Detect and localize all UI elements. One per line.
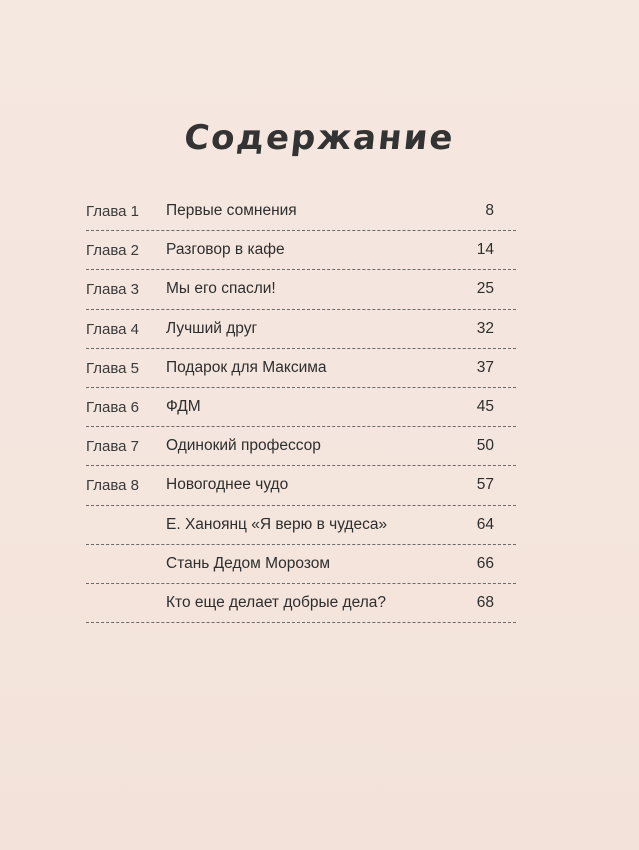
toc-chapter-label: Глава 5 [86,359,140,377]
toc-row [86,545,516,584]
toc-chapter-label: Глава 8 [86,477,140,495]
toc-page-number: 37 [476,358,494,376]
toc-entry-title: Мы его спасли! [166,280,276,298]
table-of-contents [86,192,516,623]
toc-entry-title: Одинокий профессор [166,437,321,455]
toc-entry-title: Кто еще делает добрые дела? [166,593,386,611]
toc-row [86,466,516,505]
toc-page-number: 68 [476,593,494,611]
toc-row [86,388,516,427]
toc-entry-title: Подарок для Максима [166,358,327,376]
toc-entry-title: Лучший друг [166,319,258,337]
toc-page-number: 57 [476,476,494,494]
toc-entry-title: Первые сомнения [166,202,297,219]
toc-chapter-label: Глава 1 [86,203,140,220]
page-title: Содержание [182,118,457,158]
toc-entry-title: Новогоднее чудо [166,476,289,494]
toc-entry-title: Разговор в кафе [166,241,285,259]
toc-row [86,231,516,270]
toc-chapter-label: Глава 4 [86,320,140,338]
toc-page-number: 14 [476,241,494,259]
toc-row [86,349,516,388]
toc-row [86,584,516,623]
toc-chapter-label: Глава 6 [86,398,140,416]
toc-entry-title: ФДМ [166,397,201,415]
toc-page-number: 50 [476,437,494,455]
toc-chapter-label: Глава 3 [86,281,140,299]
toc-page-number: 45 [476,397,494,415]
toc-row [86,506,516,545]
toc-chapter-label: Глава 2 [86,242,140,260]
toc-page-number: 8 [485,202,494,219]
toc-row [86,310,516,349]
toc-entry-title: Стань Дедом Морозом [166,554,331,572]
toc-row [86,192,516,231]
toc-entry-title: Е. Ханоянц «Я верю в чудеса» [166,515,388,533]
toc-page-number: 66 [476,554,494,572]
toc-page-number: 64 [476,515,494,533]
toc-page-number: 25 [476,280,494,298]
toc-row [86,270,516,309]
toc-chapter-label: Глава 7 [86,438,140,456]
toc-row [86,427,516,466]
toc-page-number: 32 [476,319,494,337]
